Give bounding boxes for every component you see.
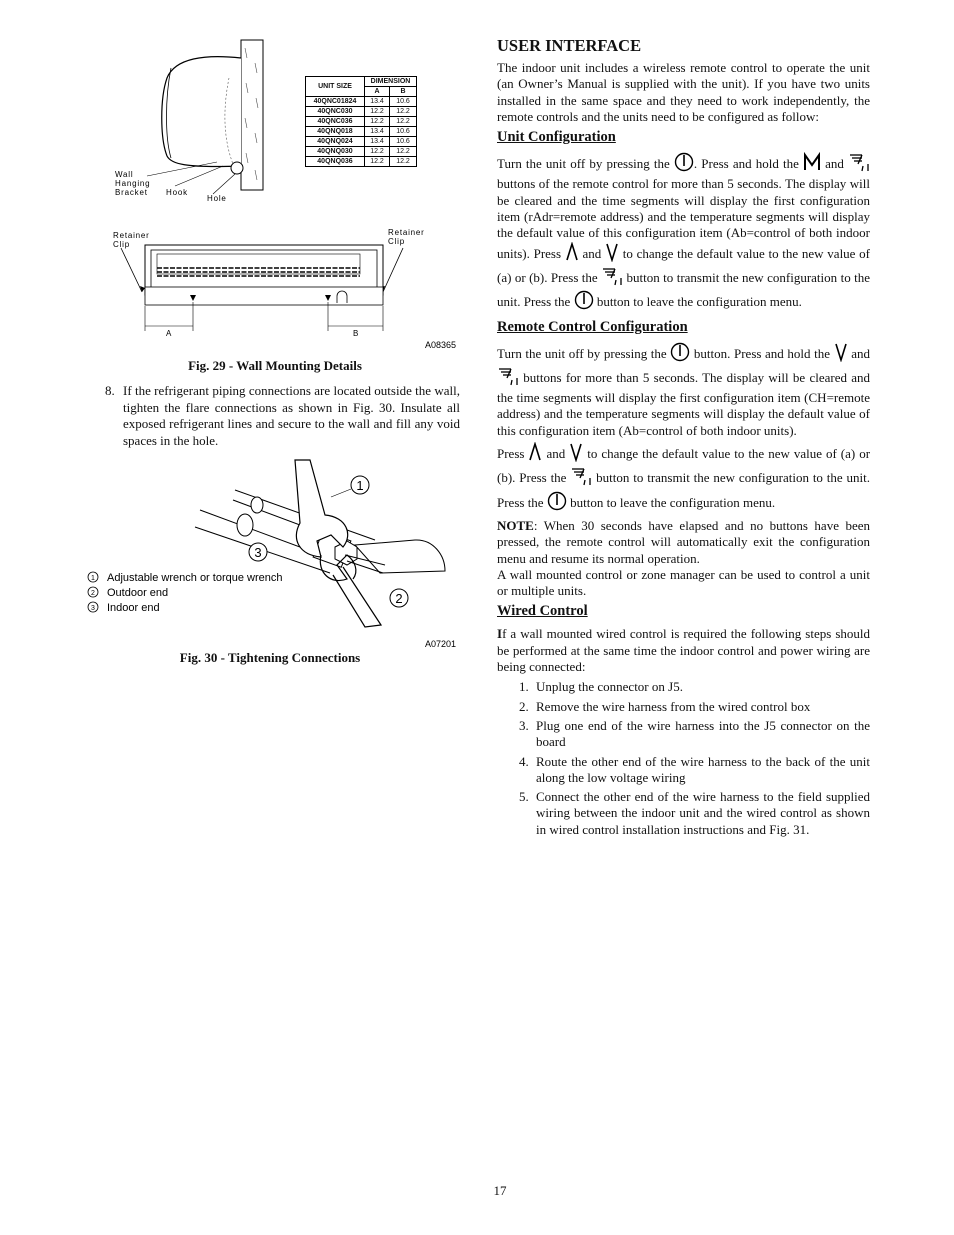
table-row [306, 127, 417, 137]
table-row [306, 147, 417, 157]
figure-30-caption: Fig. 30 - Tightening Connections [179, 650, 361, 665]
list-text: Remove the wire harness from the wired control box [536, 698, 811, 714]
label-clip-right: Clip [388, 237, 405, 246]
list-number: 4. [519, 753, 529, 769]
table-cell: 40QNQ036 [306, 157, 365, 167]
text-run: buttons for more than 5 seconds. The display will be cleared and the time segments will display the first configuration item (CH=remote address) and the temperature segments will display the default value of this configuration item (Ab=control of both indoor units). [497, 369, 871, 438]
text-run: and [851, 345, 871, 361]
table-header-b: B [390, 87, 417, 97]
transmit-icon [570, 466, 592, 490]
label-retainer-left: Retainer [113, 231, 150, 240]
unit-config-heading: Unit Configuration [497, 129, 616, 146]
table-cell: 12.2 [365, 157, 390, 167]
text-run: . Press and hold the [693, 156, 799, 172]
table-cell: 13.4 [365, 137, 390, 147]
table-cell: 12.2 [390, 157, 417, 167]
text-run: to change the default value to the new value of (a) or (b). Press the [497, 446, 871, 486]
text-run: and [546, 446, 566, 462]
transmit-icon [601, 266, 623, 290]
intro-text: f a wall mounted wired control is required the following steps should be performed at the same time the indoor control and power wiring are being connected: [497, 626, 870, 675]
table-cell: 40QNC030 [306, 107, 365, 117]
section-title: USER INTERFACE [497, 36, 642, 55]
text-run: to change the default value to the new value of (a) or (b). Press the [497, 245, 871, 285]
table-header-a: A [365, 87, 390, 97]
legend-text-1: Adjustable wrench or torque wrench [107, 572, 283, 584]
list-item [497, 699, 870, 715]
remote-config-paragraph [497, 342, 870, 439]
table-cell: 10.6 [390, 97, 417, 107]
label-bracket: Bracket [115, 188, 148, 197]
power-icon [674, 152, 694, 176]
table-cell: 40QNQ018 [306, 127, 365, 137]
mode-m-icon [803, 152, 821, 176]
text-run: button. Press and hold the [693, 345, 831, 361]
label-hanging: Hanging [115, 179, 151, 188]
callout-2: 2 [395, 591, 403, 606]
table-cell: 10.6 [390, 137, 417, 147]
table-row [306, 107, 417, 117]
text-run: and [582, 245, 602, 261]
table-cell: 40QNQ030 [306, 147, 365, 157]
remote-config-paragraph-2 [497, 442, 870, 515]
down-arrow-icon [834, 342, 848, 366]
legend-text-3: Indoor end [107, 602, 160, 614]
table-row [306, 117, 417, 127]
text-run: Press [497, 446, 525, 462]
list-text: Unplug the connector on J5. [536, 679, 683, 695]
table-cell: 13.4 [365, 127, 390, 137]
drop-cap: I [497, 626, 503, 642]
label-dim-b: B [353, 329, 359, 338]
list-item [497, 754, 870, 787]
power-icon [547, 491, 567, 515]
text-run: button to leave the configuration menu. [570, 494, 776, 510]
list-number: 2. [519, 698, 529, 714]
text-run: Turn the unit off by pressing the [497, 345, 667, 361]
wall-control-paragraph: A wall mounted control or zone manager can be used to control a unit or multiple units. [497, 566, 870, 599]
wired-control-steps [497, 679, 870, 838]
table-cell: 40QNC036 [306, 117, 365, 127]
table-cell: 12.2 [390, 147, 417, 157]
table-header-unit: UNIT SIZE [306, 77, 365, 97]
wired-control-intro [497, 626, 870, 675]
table-cell: 40QNQ024 [306, 137, 365, 147]
figure-code: A07201 [425, 639, 457, 649]
page-number: 17 [493, 1183, 507, 1198]
legend-num-3: 3 [91, 605, 95, 612]
note-paragraph [497, 518, 870, 567]
list-text: Plug one end of the wire harness into the J5 connector on the board [536, 717, 870, 750]
figure-code: A08365 [425, 340, 457, 350]
step-text: If the refrigerant piping connections are located outside the wall, tighten the flare connections as shown in Fig. 30. Insulate all exposed refrigerant lines and secure to the wall and fill any void spaces in the hole. [123, 383, 460, 448]
table-header-dimension: DIMENSION [365, 77, 417, 87]
intro-paragraph: The indoor unit includes a wireless remote control to operate the unit (an Owner’s Manual is supplied with the unit). If you have two units installed in the same space and they need to work independently, the remote controls and the units need to be configured as follow: [497, 60, 870, 124]
legend-num-2: 2 [91, 590, 95, 597]
label-hook: Hook [166, 188, 188, 197]
callout-3: 3 [254, 545, 262, 560]
down-arrow-icon [605, 242, 619, 266]
figure-29-caption: Fig. 29 - Wall Mounting Details [188, 358, 362, 373]
legend-num-1: 1 [91, 575, 95, 582]
figure-30-tightening [85, 455, 465, 655]
transmit-icon [497, 366, 519, 390]
table-cell: 12.2 [390, 107, 417, 117]
list-text: Route the other end of the wire harness to the back of the unit along the low voltage wiring [536, 753, 870, 785]
text-run: button to transmit the new configuration to the unit. Press the [497, 470, 870, 510]
user-interface-section [497, 36, 870, 841]
list-item [497, 789, 870, 838]
up-arrow-icon [565, 242, 579, 266]
table-cell: 12.2 [365, 147, 390, 157]
text-run: button to transmit the new configuration to the unit. Press the [497, 269, 870, 310]
table-cell: 12.2 [390, 117, 417, 127]
table-cell: 12.2 [365, 107, 390, 117]
list-item [497, 679, 870, 695]
dimension-table [305, 76, 417, 167]
list-item [497, 718, 870, 751]
table-row [306, 157, 417, 167]
table-cell: 40QNC01824 [306, 97, 365, 107]
power-icon [670, 342, 690, 366]
step-number: 8. [105, 383, 115, 398]
table-cell: 12.2 [365, 117, 390, 127]
power-icon [574, 290, 594, 314]
text-run: button to leave the configuration menu. [596, 294, 802, 310]
step-8 [105, 383, 460, 449]
label-clip-left: Clip [113, 240, 130, 249]
table-row [306, 137, 417, 147]
tightening-diagram [85, 455, 465, 655]
table-cell: 13.4 [365, 97, 390, 107]
list-number: 1. [519, 679, 529, 695]
table-cell: 10.6 [390, 127, 417, 137]
down-arrow-icon [569, 442, 583, 466]
table-row [306, 97, 417, 107]
wired-control-heading: Wired Control [497, 603, 588, 620]
text-run: and [825, 156, 844, 172]
list-number: 5. [519, 789, 529, 805]
list-text: Connect the other end of the wire harness to the field supplied wiring between the indoor unit and the wired control as shown in wired control installation instructions and Fig. 31. [536, 789, 870, 837]
callout-1: 1 [356, 478, 364, 493]
transmit-icon [848, 152, 870, 176]
up-arrow-icon [528, 442, 542, 466]
unit-config-paragraph [497, 152, 870, 314]
label-retainer-right: Retainer [388, 228, 425, 237]
legend-text-2: Outdoor end [107, 587, 169, 599]
text-run: buttons of the remote control for more than 5 seconds. The display will be cleared and the time segments will display the first configuration item (rAdr=remote address) and the temperature segments will display the default value of this configuration item (Ab=control of both indoor units). Press [497, 176, 870, 261]
label-wall: Wall [115, 170, 134, 179]
remote-config-heading: Remote Control Configuration [497, 318, 688, 335]
label-hole: Hole [207, 194, 227, 203]
figure-29-wall-mounting [105, 38, 465, 363]
note-label: NOTE [497, 517, 534, 533]
text-run: Turn the unit off by pressing the [497, 156, 670, 172]
note-text: : When 30 seconds have elapsed and no buttons have been pressed, the remote control will automatically exit the configuration menu and resume its normal operation. [497, 517, 870, 566]
label-dim-a: A [166, 329, 172, 338]
list-number: 3. [519, 717, 529, 733]
